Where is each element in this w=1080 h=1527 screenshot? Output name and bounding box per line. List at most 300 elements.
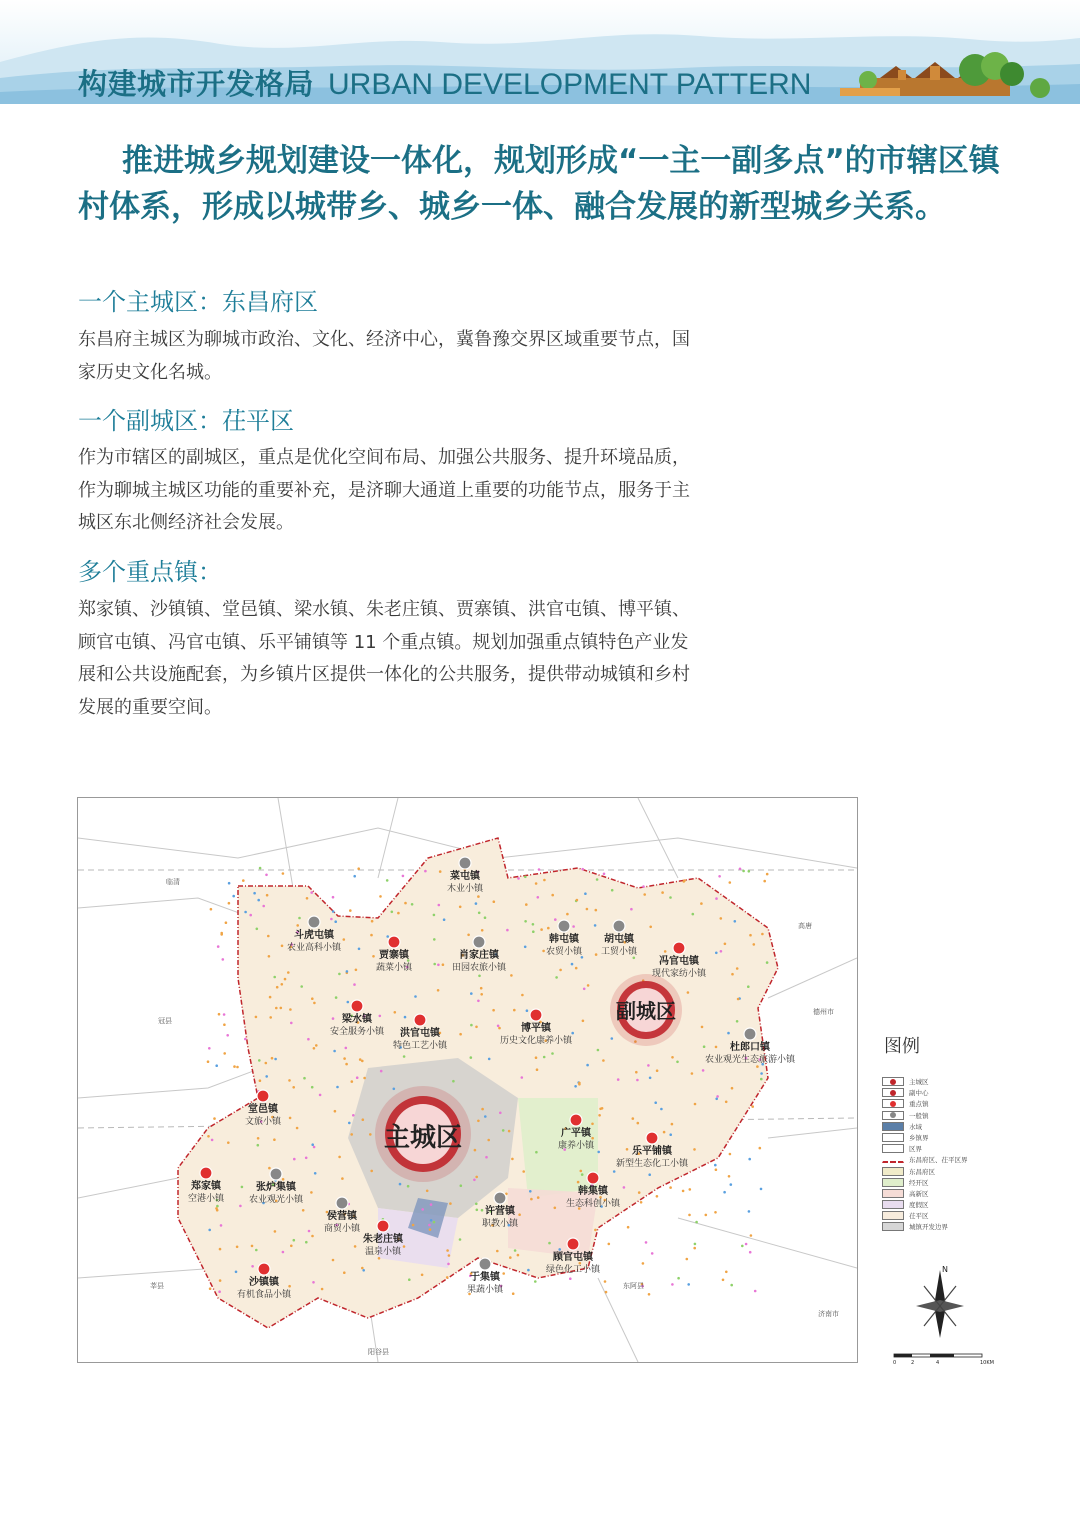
settlement-dot [408, 1278, 411, 1281]
settlement-dot [403, 1245, 406, 1248]
settlement-dot [233, 1065, 236, 1068]
settlement-dot [251, 1245, 254, 1248]
settlement-dot [571, 963, 574, 966]
settlement-dot [754, 1290, 757, 1293]
settlement-dot [478, 912, 481, 915]
settlement-dot [555, 976, 558, 979]
settlement-dot [661, 891, 664, 894]
settlement-dot [209, 1287, 212, 1290]
settlement-dot [642, 885, 645, 888]
settlement-dot [404, 902, 407, 905]
settlement-dot [566, 913, 569, 916]
town-name: 贾寨镇 [379, 950, 409, 961]
settlement-dot [448, 1254, 451, 1257]
settlement-dot [370, 934, 373, 937]
settlement-dot [536, 1068, 539, 1071]
settlement-dot [485, 1156, 488, 1159]
settlement-dot [538, 868, 541, 871]
settlement-dot [640, 1201, 643, 1204]
settlement-dot [219, 1248, 222, 1251]
settlement-dot [347, 1001, 350, 1004]
legend-label: 东昌府区、茌平区界 [909, 1156, 968, 1165]
settlement-dot [379, 1015, 382, 1018]
settlement-dot [352, 1114, 355, 1117]
settlement-dot [433, 1221, 436, 1224]
settlement-dot [669, 896, 672, 899]
settlement-dot [517, 1254, 520, 1257]
settlement-dot [369, 1133, 372, 1136]
settlement-dot [227, 1141, 230, 1144]
settlement-dot [687, 1283, 690, 1286]
settlement-dot [530, 1198, 533, 1201]
settlement-dot [763, 880, 766, 883]
settlement-dot [694, 1243, 697, 1246]
settlement-dot [332, 910, 335, 913]
map-canvas [78, 798, 857, 1362]
settlement-dot [267, 935, 270, 938]
settlement-dot [677, 1277, 680, 1280]
settlement-dot [446, 1276, 449, 1279]
settlement-dot [611, 1037, 614, 1040]
settlement-dot [241, 1186, 244, 1189]
legend-label: 高新区 [909, 1189, 929, 1198]
settlement-dot [236, 1246, 239, 1249]
page-title-cn: 构建城市开发格局 [78, 67, 315, 101]
settlement-dot [217, 945, 220, 948]
settlement-dot [220, 1224, 223, 1227]
settlement-dot [353, 983, 356, 986]
settlement-dot [749, 1251, 752, 1254]
settlement-dot [749, 934, 752, 937]
settlement-dot [488, 1058, 491, 1061]
town-desc: 文旅小镇 [244, 1117, 282, 1127]
settlement-dot [543, 879, 546, 882]
settlement-dot [313, 1047, 316, 1050]
town-desc: 工贸小镇 [600, 947, 638, 957]
settlement-dot [338, 1156, 341, 1159]
settlement-dot [687, 991, 690, 994]
settlement-dot [470, 1056, 473, 1059]
place-label: 冠县 [158, 1017, 172, 1025]
town-name: 许营镇 [485, 1206, 515, 1217]
legend-swatch [882, 1189, 904, 1198]
settlement-dot [648, 1173, 651, 1176]
settlement-dot [244, 1038, 247, 1041]
settlement-dot [739, 868, 742, 871]
settlement-dot [547, 927, 550, 930]
town-name: 于集镇 [470, 1272, 500, 1283]
settlement-dot [355, 969, 358, 972]
settlement-dot [475, 1026, 478, 1029]
general-town-dot [473, 936, 485, 948]
settlement-dot [268, 955, 271, 958]
settlement-dot [407, 1185, 410, 1188]
settlement-dot [357, 867, 360, 870]
settlement-dot [343, 938, 346, 941]
settlement-dot [223, 1023, 226, 1026]
settlement-dot [701, 1026, 704, 1029]
settlement-dot [502, 1129, 505, 1132]
town-name: 沙镇镇 [249, 1277, 279, 1288]
settlement-dot [257, 899, 260, 902]
settlement-dot [359, 1058, 362, 1061]
settlement-dot [358, 948, 361, 951]
settlement-dot [591, 1123, 594, 1126]
settlement-dot [391, 911, 394, 914]
settlement-dot [305, 1157, 308, 1160]
town-desc: 新型生态化工小镇 [615, 1159, 689, 1169]
settlement-dot [540, 928, 543, 931]
town-desc: 农业观光小镇 [248, 1195, 304, 1205]
settlement-dot [529, 1190, 532, 1193]
settlement-dot [211, 1139, 214, 1142]
settlement-dot [311, 1143, 314, 1146]
town-name: 堂邑镇 [248, 1104, 278, 1115]
settlement-dot [216, 1209, 219, 1212]
settlement-dot [336, 1086, 339, 1089]
settlement-dot [216, 1205, 219, 1208]
settlement-dot [345, 1063, 348, 1066]
settlement-dot [437, 964, 440, 967]
settlement-dot [512, 1292, 515, 1295]
settlement-dot [583, 988, 586, 991]
general-town-dot [558, 920, 570, 932]
sub-city-label: 副城区 [616, 999, 676, 1023]
settlement-dot [218, 1290, 221, 1293]
legend-swatch [882, 1111, 904, 1120]
settlement-dot [729, 881, 732, 884]
settlement-dot [715, 1046, 718, 1049]
settlement-dot [722, 1279, 725, 1282]
settlement-dot [477, 895, 480, 898]
settlement-dot [310, 891, 313, 894]
legend-label: 副中心 [909, 1089, 929, 1098]
key-town-dot [200, 1167, 212, 1179]
settlement-dot [412, 1224, 415, 1227]
general-town-dot [459, 857, 471, 869]
settlement-dot [225, 921, 228, 924]
settlement-dot [730, 1183, 733, 1186]
intro-statement: 推进城乡规划建设一体化，规划形成“一主一副多点”的市辖区镇村体系，形成以城带乡、城乡一体、融合发展的新型城乡关系。 [78, 143, 1000, 225]
town-desc: 康养小镇 [557, 1141, 595, 1151]
settlement-dot [275, 1007, 278, 1010]
settlement-dot [558, 1248, 561, 1251]
settlement-dot [714, 1211, 717, 1214]
town-name: 杜郎口镇 [730, 1042, 770, 1053]
settlement-dot [266, 894, 269, 897]
settlement-dot [350, 1133, 353, 1136]
settlement-dot [581, 1173, 584, 1176]
legend-item [882, 1098, 1002, 1109]
settlement-dot [386, 935, 389, 938]
settlement-dot [459, 906, 462, 909]
settlement-dot [725, 1271, 728, 1274]
settlement-dot [648, 1293, 651, 1296]
settlement-dot [514, 1249, 517, 1252]
town-desc: 蔬菜小镇 [375, 963, 413, 973]
settlement-dot [695, 1221, 698, 1224]
settlement-dot [426, 1190, 429, 1193]
settlement-dot [664, 950, 667, 953]
section-title-main-city: 一个主城区：东昌府区 [78, 288, 318, 316]
settlement-dot [208, 1229, 211, 1232]
settlement-dot [332, 1259, 335, 1262]
settlement-dot [608, 1243, 611, 1246]
settlement-dot [731, 1087, 734, 1090]
settlement-dot [363, 1077, 366, 1080]
settlement-dot [274, 1058, 277, 1061]
settlement-dot [582, 1020, 585, 1023]
legend-swatch [882, 1211, 904, 1220]
settlement-dot [300, 985, 303, 988]
settlement-dot [613, 1170, 616, 1173]
settlement-dot [480, 993, 483, 996]
settlement-dot [296, 924, 299, 927]
town-desc: 现代家纺小镇 [651, 969, 707, 979]
settlement-dot [256, 928, 259, 931]
key-town-dot [567, 1238, 579, 1250]
settlement-dot [498, 1027, 501, 1030]
settlement-dot [305, 1241, 308, 1244]
settlement-dot [736, 967, 739, 970]
town-desc: 安全服务小镇 [329, 1027, 385, 1037]
settlement-dot [535, 1151, 538, 1154]
settlement-dot [493, 900, 496, 903]
header-banner [0, 0, 1080, 104]
settlement-dot [521, 1076, 524, 1079]
settlement-dot [470, 992, 473, 995]
town-name: 梁水镇 [342, 1014, 372, 1025]
settlement-dot [429, 1228, 432, 1231]
settlement-dot [554, 1207, 557, 1210]
settlement-dot [580, 1170, 583, 1173]
town-name: 菜屯镇 [450, 871, 480, 882]
settlement-dot [265, 874, 268, 877]
settlement-dot [705, 1214, 708, 1217]
settlement-dot [760, 1078, 763, 1081]
key-town-dot [377, 1220, 389, 1232]
settlement-dot [727, 1032, 730, 1035]
settlement-dot [433, 914, 436, 917]
settlement-dot [208, 1047, 211, 1050]
settlement-dot [736, 1020, 739, 1023]
town-name: 博平镇 [521, 1023, 551, 1034]
town-desc: 有机食品小镇 [236, 1290, 292, 1300]
settlement-dot [281, 945, 284, 948]
settlement-dot [334, 920, 337, 923]
key-town-dot [646, 1132, 658, 1144]
settlement-dot [446, 1249, 449, 1252]
legend-item [882, 1143, 1002, 1154]
legend-swatch [882, 1133, 904, 1142]
legend-label: 度假区 [909, 1201, 929, 1210]
settlement-dot [475, 1203, 478, 1206]
settlement-dot [362, 1269, 365, 1272]
settlement-dot [716, 1095, 719, 1098]
settlement-dot [442, 963, 445, 966]
town-desc: 职教小镇 [481, 1219, 519, 1229]
legend-label: 城镇开发边界 [909, 1223, 948, 1232]
settlement-dot [637, 1122, 640, 1125]
settlement-dot [760, 1072, 763, 1075]
legend-item [882, 1154, 1002, 1165]
settlement-dot [617, 1078, 620, 1081]
settlement-dot [594, 924, 597, 927]
town-name: 侯营镇 [327, 1211, 357, 1222]
legend-label: 水域 [909, 1122, 922, 1131]
settlement-dot [262, 905, 265, 908]
settlement-dot [524, 946, 527, 949]
settlement-dot [402, 875, 405, 878]
legend-label: 乡镇界 [909, 1133, 929, 1142]
key-town-dot [414, 1014, 426, 1026]
settlement-dot [522, 1170, 525, 1173]
settlement-dot [632, 1117, 635, 1120]
settlement-dot [470, 1024, 473, 1027]
settlement-dot [484, 1115, 487, 1118]
settlement-dot [411, 903, 414, 906]
settlement-dot [496, 1250, 499, 1253]
legend-item [882, 1166, 1002, 1177]
key-town-dot [258, 1263, 270, 1275]
settlement-dot [526, 1009, 529, 1012]
legend-swatch [882, 1077, 904, 1086]
settlement-dot [575, 967, 578, 970]
settlement-dot [586, 908, 589, 911]
settlement-dot [280, 1007, 283, 1010]
settlement-dot [669, 1186, 672, 1189]
legend-item [882, 1210, 1002, 1221]
legend-swatch [882, 1178, 904, 1187]
settlement-dot [766, 873, 769, 876]
settlement-dot [551, 1052, 554, 1055]
settlement-dot [341, 1177, 344, 1180]
town-name: 韩屯镇 [549, 934, 579, 945]
settlement-dot [332, 896, 335, 899]
settlement-dot [760, 1188, 763, 1191]
settlement-dot [669, 1133, 672, 1136]
legend-label: 东昌府区 [909, 1167, 935, 1176]
settlement-dot [251, 1265, 254, 1268]
settlement-dot [649, 926, 652, 929]
settlement-dot [222, 958, 225, 961]
settlement-dot [656, 1195, 659, 1198]
legend-swatch [882, 1167, 904, 1176]
settlement-dot [314, 1172, 317, 1175]
settlement-dot [443, 918, 446, 921]
settlement-dot [656, 1069, 659, 1072]
settlement-dot [284, 978, 287, 981]
town-desc: 农业观光生态旅游小镇 [704, 1055, 796, 1065]
settlement-dot [321, 1288, 324, 1291]
settlement-dot [595, 909, 598, 912]
settlement-dot [362, 1118, 365, 1121]
legend-item [882, 1177, 1002, 1188]
key-town-dot [570, 1114, 582, 1126]
settlement-dot [714, 1164, 717, 1167]
settlement-dot [228, 902, 231, 905]
settlement-dot [273, 1138, 276, 1141]
settlement-dot [271, 1057, 274, 1060]
section-title-sub-city: 一个副城区：茌平区 [78, 407, 294, 435]
town-name: 乐平铺镇 [632, 1146, 672, 1157]
settlement-dot [460, 1184, 463, 1187]
settlement-dot [728, 1175, 731, 1178]
settlement-dot [715, 952, 718, 955]
settlement-dot [315, 1044, 318, 1047]
settlement-dot [353, 875, 356, 878]
settlement-dot [258, 1059, 261, 1062]
settlement-dot [289, 1008, 292, 1011]
general-town-dot [494, 1192, 506, 1204]
main-city-marker [375, 1086, 471, 1182]
settlement-dot [537, 1196, 540, 1199]
settlement-dot [273, 976, 276, 979]
settlement-dot [281, 983, 284, 986]
settlement-dot [481, 929, 484, 932]
settlement-dot [584, 892, 587, 895]
settlement-dot [723, 1191, 726, 1194]
settlement-dot [649, 1077, 652, 1080]
scale-bar [892, 1352, 1002, 1366]
settlement-dot [346, 970, 349, 973]
settlement-dot [686, 1258, 689, 1261]
settlement-dot [371, 920, 374, 923]
settlement-dot [751, 1105, 754, 1108]
legend-label: 茌平区 [909, 1212, 929, 1221]
settlement-dot [207, 1060, 210, 1063]
settlement-dot [569, 1277, 572, 1280]
settlement-dot [572, 925, 575, 928]
legend-swatch [882, 1144, 904, 1153]
town-desc: 田园农旅小镇 [451, 963, 507, 973]
settlement-dot [343, 1057, 346, 1060]
settlement-dot [226, 1034, 229, 1037]
key-town-dot [388, 936, 400, 948]
settlement-dot [720, 917, 723, 920]
settlement-dot [720, 950, 723, 953]
legend-title: 图例 [884, 1036, 920, 1057]
settlement-dot [604, 1280, 607, 1283]
legend-swatch [882, 1099, 904, 1108]
settlement-dot [393, 1088, 396, 1091]
settlement-dot [753, 943, 756, 946]
settlement-dot [207, 1135, 210, 1138]
town-desc: 果蔬小镇 [466, 1285, 504, 1295]
settlement-dot [257, 1144, 260, 1147]
town-name: 广平镇 [561, 1128, 591, 1139]
settlement-dot [210, 908, 213, 911]
settlement-dot [213, 1117, 216, 1120]
settlement-dot [269, 1016, 272, 1019]
settlement-dot [311, 1086, 314, 1089]
settlement-dot [219, 1279, 222, 1282]
settlement-dot [259, 867, 262, 870]
settlement-dot [517, 877, 520, 880]
settlement-dot [748, 1158, 751, 1161]
settlement-dot [741, 1245, 744, 1248]
legend-items [882, 1076, 1002, 1232]
settlement-dot [370, 1170, 373, 1173]
legend-item [882, 1110, 1002, 1121]
legend-label: 经开区 [909, 1178, 929, 1187]
settlement-dot [215, 1064, 218, 1067]
settlement-dot [630, 908, 633, 911]
settlement-dot [477, 1000, 480, 1003]
settlement-dot [750, 1234, 753, 1237]
settlement-dot [403, 1055, 406, 1058]
general-town-dot [336, 1197, 348, 1209]
